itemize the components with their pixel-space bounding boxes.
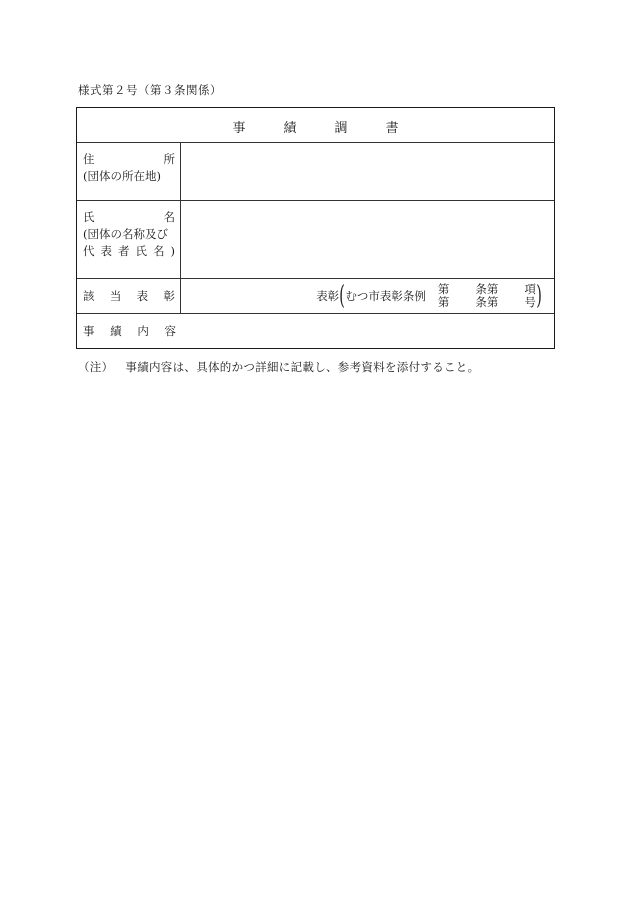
achievement-label: 事 績 内 容 xyxy=(83,324,176,338)
award-clause xyxy=(316,283,542,309)
footnote xyxy=(78,359,479,375)
award-row xyxy=(77,279,554,314)
name-label: 氏 名 (団体の名称及び 代 表 者 氏 名 ) xyxy=(77,201,181,278)
address-row xyxy=(77,143,554,201)
award-label: 該 当 表 彰 xyxy=(77,279,181,313)
title-char: 書 xyxy=(385,121,399,136)
right-bracket: ) xyxy=(536,281,542,311)
form-number: 様式第２号（第３条関係） xyxy=(78,83,222,97)
ordinance-name: むつ市表彰条例 xyxy=(345,289,426,303)
name-field[interactable] xyxy=(181,201,554,278)
title-char: 績 xyxy=(283,121,297,136)
article-clause-lines: 第 条第 項 第 条第 号 xyxy=(437,282,536,309)
note-mark: （注） xyxy=(78,360,114,374)
title-row xyxy=(77,108,554,143)
note-text: 事績内容は、具体的かつ詳細に記載し、参考資料を添付すること。 xyxy=(125,360,480,374)
achievement-report-table xyxy=(76,107,555,349)
title-char: 事 xyxy=(232,121,246,136)
name-row xyxy=(77,201,554,279)
document-title xyxy=(77,117,554,136)
award-prefix: 表彰 xyxy=(316,289,340,303)
left-bracket: ( xyxy=(339,281,346,311)
address-label: 住 所 (団体の所在地) xyxy=(77,143,181,200)
title-char: 調 xyxy=(334,121,348,136)
achievement-row xyxy=(77,314,554,348)
award-field[interactable] xyxy=(181,279,554,313)
address-field[interactable] xyxy=(181,143,554,200)
achievement-field[interactable] xyxy=(181,314,554,348)
